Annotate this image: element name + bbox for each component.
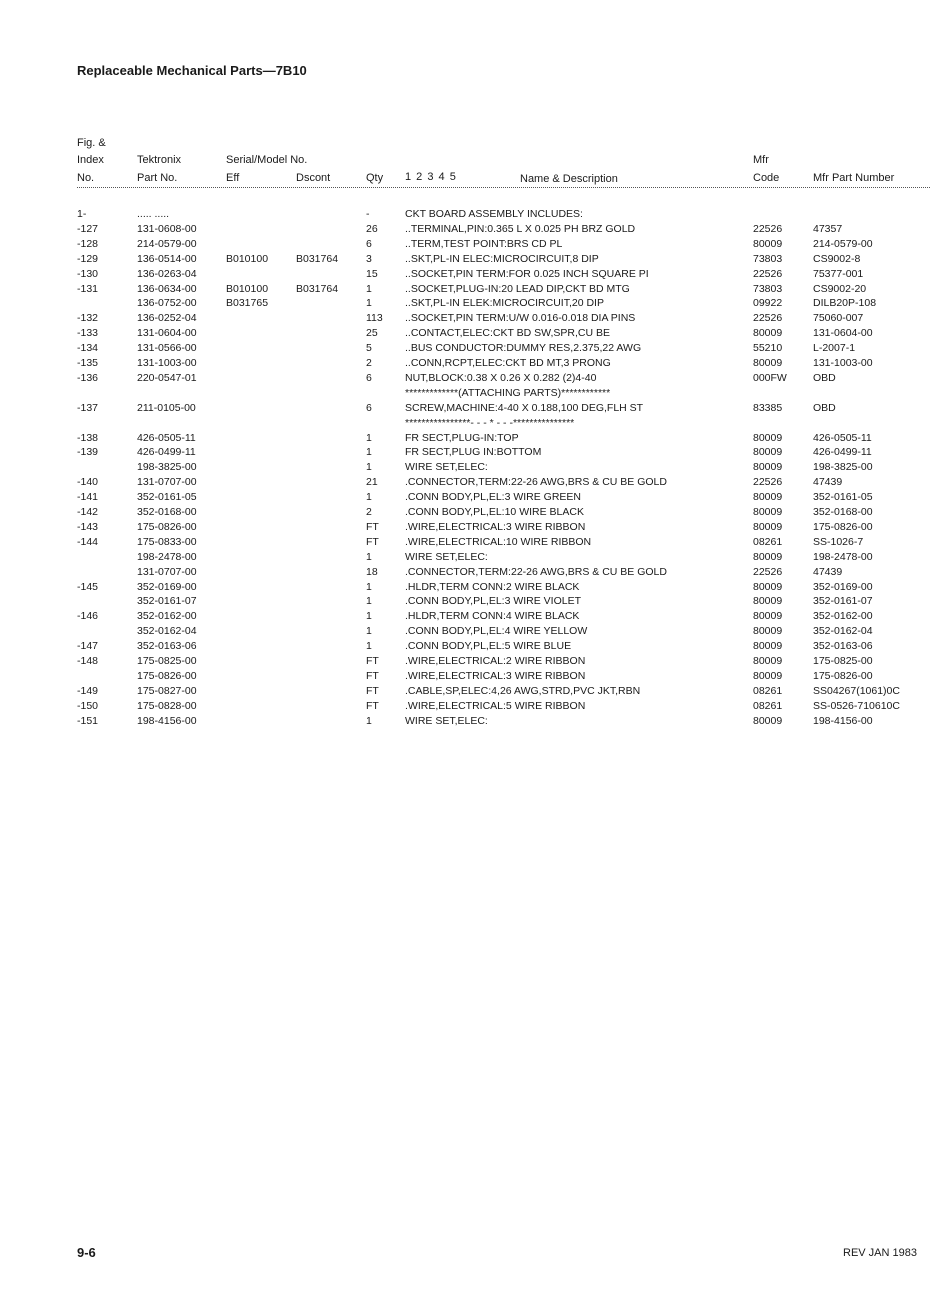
table-row — [0, 460, 950, 474]
table-row — [0, 684, 950, 698]
row-name-description: .HLDR,TERM CONN:2 WIRE BLACK — [405, 580, 580, 593]
row-qty: FT — [366, 669, 379, 682]
row-qty: 1 — [366, 297, 372, 310]
table-row — [0, 267, 950, 281]
row-mfr-code: 08261 — [753, 699, 783, 712]
row-part-number: 136-0263-04 — [137, 267, 197, 280]
row-part-number: 136-0752-00 — [137, 297, 197, 310]
row-mfr-part-number: 352-0168-00 — [813, 506, 873, 518]
header-eff: Eff — [226, 172, 240, 184]
page-title: Replaceable Mechanical Parts—7B10 — [77, 63, 307, 78]
row-name-description: .CONNECTOR,TERM:22-26 AWG,BRS & CU BE GOLD — [405, 476, 667, 489]
row-mfr-part-number: CS9002-8 — [813, 252, 861, 265]
row-part-number: 198-2478-00 — [137, 550, 197, 563]
row-part-number: 352-0163-06 — [137, 640, 197, 653]
page-number: 9-6 — [77, 1245, 96, 1260]
row-mfr-part-number: 352-0161-05 — [813, 491, 873, 504]
row-dscont: B031764 — [296, 282, 339, 295]
row-eff: B010100 — [226, 282, 269, 295]
row-mfr-code: 80009 — [753, 714, 783, 727]
row-qty: 6 — [366, 371, 372, 384]
row-index: -150 — [77, 699, 99, 712]
row-qty: 2 — [366, 357, 372, 369]
row-mfr-part-number: 426-0505-11 — [813, 431, 872, 444]
row-mfr-code: 22526 — [753, 565, 783, 578]
row-part-number: 426-0505-11 — [137, 431, 196, 444]
row-name-description: .CONN BODY,PL,EL:10 WIRE BLACK — [405, 506, 584, 518]
row-part-number: 131-1003-00 — [137, 357, 197, 369]
header-indent: 1 2 3 4 5 — [405, 171, 457, 183]
row-name-description: SCREW,MACHINE:4-40 X 0.188,100 DEG,FLH ST — [405, 401, 644, 414]
row-mfr-part-number: 175-0826-00 — [813, 669, 873, 682]
table-row — [0, 624, 950, 638]
row-index: -127 — [77, 222, 99, 235]
header-mfr-part-number: Mfr Part Number — [813, 172, 895, 184]
row-mfr-part-number: 352-0169-00 — [813, 580, 873, 593]
row-index: -151 — [77, 714, 99, 727]
row-name-description: .CONN BODY,PL,EL:3 WIRE GREEN — [405, 491, 582, 504]
row-mfr-code: 08261 — [753, 535, 783, 548]
row-qty: 1 — [366, 595, 372, 608]
row-mfr-part-number: OBD — [813, 401, 836, 414]
header-mfr-line1: Mfr — [753, 154, 769, 166]
row-mfr-part-number: 426-0499-11 — [813, 446, 872, 459]
row-name-description: .CONN BODY,PL,EL:5 WIRE BLUE — [405, 640, 572, 653]
row-mfr-part-number: SS-1026-7 — [813, 535, 864, 548]
table-row — [0, 416, 950, 430]
row-name-description: FR SECT,PLUG IN:BOTTOM — [405, 446, 542, 459]
table-row — [0, 326, 950, 340]
row-qty: 18 — [366, 565, 378, 578]
row-part-number: ..... ..... — [137, 208, 170, 220]
row-mfr-code: 80009 — [753, 655, 783, 667]
row-part-number: 352-0162-00 — [137, 610, 197, 623]
row-mfr-code: 22526 — [753, 476, 783, 489]
row-mfr-part-number: 352-0162-04 — [813, 625, 873, 638]
row-eff: B010100 — [226, 252, 269, 265]
row-mfr-part-number: DILB20P-108 — [813, 297, 877, 310]
row-mfr-code: 83385 — [753, 401, 783, 414]
table-row — [0, 475, 950, 489]
table-row — [0, 282, 950, 296]
row-part-number: 136-0252-04 — [137, 312, 197, 325]
table-row — [0, 207, 950, 221]
table-row — [0, 609, 950, 623]
row-index: -128 — [77, 237, 99, 250]
row-part-number: 175-0833-00 — [137, 535, 197, 548]
row-index: -132 — [77, 312, 99, 325]
header-qty: Qty — [366, 172, 384, 184]
row-mfr-code: 80009 — [753, 461, 783, 474]
row-index: -134 — [77, 342, 99, 355]
row-part-number: 131-0604-00 — [137, 327, 197, 340]
row-mfr-part-number: SS04267(1061)0C — [813, 684, 900, 697]
table-row — [0, 401, 950, 415]
row-qty: 2 — [366, 506, 372, 518]
row-qty: 1 — [366, 610, 372, 623]
row-mfr-code: 80009 — [753, 550, 783, 563]
row-mfr-code: 08261 — [753, 684, 783, 697]
row-index: -144 — [77, 535, 99, 548]
row-mfr-code: 80009 — [753, 520, 783, 533]
row-name-description: ..SOCKET,PIN TERM:U/W 0.016-0.018 DIA PINS — [405, 312, 636, 325]
table-row — [0, 371, 950, 385]
row-mfr-code: 80009 — [753, 357, 783, 369]
header-fig-line3: No. — [77, 172, 95, 184]
table-row — [0, 520, 950, 534]
row-qty: FT — [366, 699, 379, 712]
header-serial: Serial/Model No. — [226, 154, 308, 166]
row-mfr-part-number: 131-1003-00 — [813, 357, 873, 369]
table-row — [0, 341, 950, 355]
row-mfr-part-number: 47357 — [813, 222, 843, 235]
table-row — [0, 252, 950, 266]
table-row — [0, 431, 950, 445]
row-name-description: ..SKT,PL-IN ELEK:MICROCIRCUIT,20 DIP — [405, 297, 604, 310]
row-mfr-code: 80009 — [753, 625, 783, 638]
header-mfr-line2: Code — [753, 172, 780, 184]
row-qty: 6 — [366, 237, 372, 250]
row-part-number: 136-0514-00 — [137, 252, 197, 265]
row-part-number: 352-0162-04 — [137, 625, 197, 638]
row-mfr-code: 22526 — [753, 222, 783, 235]
header-dscont: Dscont — [296, 172, 331, 184]
row-index: -138 — [77, 431, 99, 444]
row-mfr-code: 80009 — [753, 491, 783, 504]
table-row — [0, 550, 950, 564]
row-index: -142 — [77, 506, 99, 518]
row-index: -143 — [77, 520, 99, 533]
row-qty: - — [366, 208, 370, 220]
row-name-description: ****************- - - * - - -*************** — [405, 416, 575, 429]
row-mfr-part-number: 175-0826-00 — [813, 520, 873, 533]
row-mfr-code: 73803 — [753, 252, 783, 265]
row-qty: 1 — [366, 431, 372, 444]
row-index: -139 — [77, 446, 99, 459]
row-qty: 113 — [366, 312, 383, 325]
row-part-number: 198-3825-00 — [137, 461, 197, 474]
header-tektronix-line2: Part No. — [137, 172, 178, 184]
row-qty: FT — [366, 684, 379, 697]
header-divider — [77, 187, 930, 188]
row-part-number: 214-0579-00 — [137, 237, 197, 250]
table-row — [0, 699, 950, 713]
row-qty: FT — [366, 535, 379, 548]
row-index: -140 — [77, 476, 99, 489]
row-qty: 1 — [366, 550, 372, 563]
row-mfr-part-number: 131-0604-00 — [813, 327, 873, 340]
row-mfr-code: 80009 — [753, 327, 783, 340]
row-qty: 3 — [366, 252, 372, 265]
row-part-number: 136-0634-00 — [137, 282, 197, 295]
row-part-number: 175-0827-00 — [137, 684, 197, 697]
row-name-description: .WIRE,ELECTRICAL:2 WIRE RIBBON — [405, 655, 586, 667]
row-part-number: 352-0161-05 — [137, 491, 197, 504]
row-mfr-part-number: 198-2478-00 — [813, 550, 873, 563]
row-qty: 1 — [366, 282, 372, 295]
row-qty: 15 — [366, 267, 378, 280]
table-row — [0, 639, 950, 653]
table-row — [0, 356, 950, 370]
row-name-description: ..BUS CONDUCTOR:DUMMY RES,2.375,22 AWG — [405, 342, 642, 355]
row-index: -146 — [77, 610, 99, 623]
row-name-description: NUT,BLOCK:0.38 X 0.26 X 0.282 (2)4-40 — [405, 371, 597, 384]
row-mfr-code: 000FW — [753, 371, 787, 384]
row-name-description: ..SOCKET,PIN TERM:FOR 0.025 INCH SQUARE PI — [405, 267, 649, 280]
row-mfr-part-number: 75377-001 — [813, 267, 864, 280]
row-name-description: ..SKT,PL-IN ELEC:MICROCIRCUIT,8 DIP — [405, 252, 599, 265]
header-fig-line2: Index — [77, 154, 104, 166]
row-name-description: ..CONTACT,ELEC:CKT BD SW,SPR,CU BE — [405, 327, 610, 340]
row-name-description: .WIRE,ELECTRICAL:3 WIRE RIBBON — [405, 520, 586, 533]
row-index: -141 — [77, 491, 99, 504]
row-name-description: ..SOCKET,PLUG-IN:20 LEAD DIP,CKT BD MTG — [405, 282, 630, 295]
row-mfr-part-number: 47439 — [813, 476, 843, 489]
row-name-description: WIRE SET,ELEC: — [405, 714, 488, 727]
row-part-number: 175-0825-00 — [137, 655, 197, 667]
row-qty: 26 — [366, 222, 378, 235]
row-index: -133 — [77, 327, 99, 340]
row-index: -129 — [77, 252, 99, 265]
header-tektronix-line1: Tektronix — [137, 154, 182, 166]
row-qty: 5 — [366, 342, 372, 355]
row-qty: 6 — [366, 401, 372, 414]
row-part-number: 352-0169-00 — [137, 580, 197, 593]
row-index: -145 — [77, 580, 99, 593]
row-mfr-code: 80009 — [753, 669, 783, 682]
row-part-number: 131-0566-00 — [137, 342, 197, 355]
row-name-description: .CONN BODY,PL,EL:3 WIRE VIOLET — [405, 595, 582, 608]
row-name-description: .HLDR,TERM CONN:4 WIRE BLACK — [405, 610, 580, 623]
row-mfr-part-number: SS-0526-710610C — [813, 699, 900, 712]
table-row — [0, 386, 950, 400]
row-qty: FT — [366, 520, 379, 533]
row-qty: 21 — [366, 476, 378, 489]
row-mfr-code: 09922 — [753, 297, 783, 310]
row-part-number: 175-0826-00 — [137, 669, 197, 682]
row-mfr-part-number: CS9002-20 — [813, 282, 867, 295]
row-mfr-code: 22526 — [753, 312, 783, 325]
row-name-description: *************(ATTACHING PARTS)************ — [405, 386, 611, 399]
row-mfr-part-number: 175-0825-00 — [813, 655, 873, 667]
row-name-description: FR SECT,PLUG-IN:TOP — [405, 431, 519, 444]
row-mfr-part-number: 198-3825-00 — [813, 461, 873, 474]
row-mfr-code: 80009 — [753, 610, 783, 623]
table-row — [0, 594, 950, 608]
row-part-number: 131-0707-00 — [137, 565, 197, 578]
table-row — [0, 222, 950, 236]
row-part-number: 352-0168-00 — [137, 506, 197, 518]
row-qty: 1 — [366, 714, 372, 727]
table-row — [0, 311, 950, 325]
row-index: -149 — [77, 684, 99, 697]
row-mfr-code: 80009 — [753, 446, 783, 459]
table-row — [0, 714, 950, 728]
row-name-description: WIRE SET,ELEC: — [405, 461, 488, 474]
row-mfr-code: 73803 — [753, 282, 783, 295]
row-name-description: ..CONN,RCPT,ELEC:CKT BD MT,3 PRONG — [405, 357, 611, 369]
row-part-number: 352-0161-07 — [137, 595, 197, 608]
header-fig-line1: Fig. & — [77, 137, 106, 149]
row-index: -147 — [77, 640, 99, 653]
row-part-number: 131-0608-00 — [137, 222, 197, 235]
header-name-description: Name & Description — [520, 173, 618, 185]
row-index: -135 — [77, 357, 99, 369]
row-index: -136 — [77, 371, 99, 384]
row-mfr-code: 80009 — [753, 506, 783, 518]
row-name-description: CKT BOARD ASSEMBLY INCLUDES: — [405, 208, 583, 220]
table-row — [0, 445, 950, 459]
row-part-number: 220-0547-01 — [137, 371, 197, 384]
row-qty: FT — [366, 655, 379, 667]
row-mfr-part-number: 75060-007 — [813, 312, 864, 325]
row-name-description: ..TERM,TEST POINT:BRS CD PL — [405, 237, 563, 250]
table-row — [0, 296, 950, 310]
row-mfr-part-number: 47439 — [813, 565, 843, 578]
table-row — [0, 237, 950, 251]
table-row — [0, 580, 950, 594]
row-part-number: 211-0105-00 — [137, 401, 196, 414]
row-qty: 1 — [366, 491, 372, 504]
row-name-description: WIRE SET,ELEC: — [405, 550, 488, 563]
table-row — [0, 565, 950, 579]
row-qty: 1 — [366, 446, 372, 459]
row-part-number: 198-4156-00 — [137, 714, 197, 727]
row-mfr-code: 22526 — [753, 267, 783, 280]
table-row — [0, 505, 950, 519]
row-qty: 25 — [366, 327, 378, 340]
row-index: -130 — [77, 267, 99, 280]
row-mfr-part-number: 352-0162-00 — [813, 610, 873, 623]
row-part-number: 175-0826-00 — [137, 520, 197, 533]
table-row — [0, 654, 950, 668]
row-qty: 1 — [366, 640, 372, 653]
row-mfr-part-number: 352-0163-06 — [813, 640, 873, 653]
row-name-description: .WIRE,ELECTRICAL:3 WIRE RIBBON — [405, 669, 586, 682]
table-row — [0, 535, 950, 549]
row-index: -137 — [77, 401, 99, 414]
row-index: -131 — [77, 282, 99, 295]
row-dscont: B031764 — [296, 252, 339, 265]
row-qty: 1 — [366, 580, 372, 593]
row-qty: 1 — [366, 461, 372, 474]
row-mfr-code: 80009 — [753, 237, 783, 250]
row-mfr-part-number: 214-0579-00 — [813, 237, 873, 250]
row-name-description: .CONNECTOR,TERM:22-26 AWG,BRS & CU BE GOLD — [405, 565, 667, 578]
row-mfr-part-number: OBD — [813, 371, 836, 384]
row-part-number: 131-0707-00 — [137, 476, 197, 489]
revision-date: REV JAN 1983 — [843, 1247, 917, 1259]
row-mfr-code: 80009 — [753, 595, 783, 608]
row-mfr-code: 55210 — [753, 342, 783, 355]
row-qty: 1 — [366, 625, 372, 638]
row-mfr-part-number: 198-4156-00 — [813, 714, 873, 727]
row-mfr-code: 80009 — [753, 580, 783, 593]
row-name-description: .CABLE,SP,ELEC:4,26 AWG,STRD,PVC JKT,RBN — [405, 684, 641, 697]
table-row — [0, 490, 950, 504]
row-eff: B031765 — [226, 297, 269, 310]
row-name-description: .CONN BODY,PL,EL:4 WIRE YELLOW — [405, 625, 588, 638]
row-mfr-part-number: 352-0161-07 — [813, 595, 873, 608]
row-index: 1- — [77, 208, 87, 220]
row-part-number: 175-0828-00 — [137, 699, 197, 712]
row-index: -148 — [77, 655, 99, 667]
row-mfr-part-number: L-2007-1 — [813, 342, 856, 355]
row-part-number: 426-0499-11 — [137, 446, 196, 459]
row-name-description: ..TERMINAL,PIN:0.365 L X 0.025 PH BRZ GOLD — [405, 222, 636, 235]
table-row — [0, 669, 950, 683]
row-name-description: .WIRE,ELECTRICAL:5 WIRE RIBBON — [405, 699, 586, 712]
row-name-description: .WIRE,ELECTRICAL:10 WIRE RIBBON — [405, 535, 592, 548]
row-mfr-code: 80009 — [753, 431, 783, 444]
row-mfr-code: 80009 — [753, 640, 783, 653]
